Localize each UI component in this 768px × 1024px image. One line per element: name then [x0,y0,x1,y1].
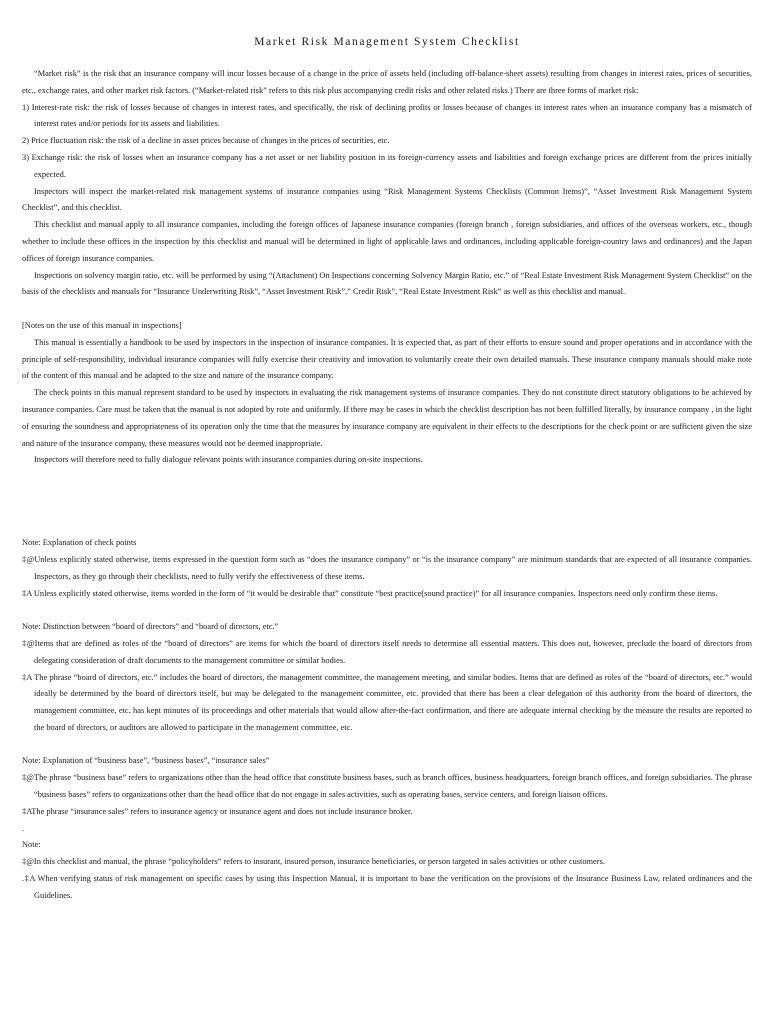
document-title: Market Risk Management System Checklist [254,36,520,48]
stray-dot: . [22,823,25,833]
risk-item-exchange: 3) Exchange risk: the risk of losses when an insurance company has a net asset or net liability position in its foreign-currency assets and liabilities and foreign exchange prices are different from the prices initially expected. [22,152,752,179]
document-page [22,0,752,905]
note-checkpoints-item-1: ‡@Unless explicitly stated otherwise, items expressed in the question form such as “does the insurance company” or “is the insurance company” are minimum standards that are expected of all insurance companies. Inspectors, as they go through their checklists, need to fully verify the effectiveness of these items. [22,554,752,581]
note-board-item-1: ‡@Items that are defined as roles of the “board of directors” are items for which the board of directors itself needs to determine all essential matters. This does not, however, preclude the board of directors from delegating consideration of draft documents to the management committee or similar bodies. [22,638,752,665]
intro-paragraph-2: Inspectors will inspect the market-related risk management systems of insurance companies using “Risk Management Systems Checklists (Common Items)”, “Asset Investment Risk Management System Checklist”, and this checklist. [22,186,752,213]
risk-item-interest-rate: 1) Interest-rate risk: the risk of losses because of changes in interest rates, and specifically, the risk of declining profits or losses because of changes in interest rates when an insurance company has a mismatch of interest rates and/or periods for its assets and liabilities. [22,102,752,129]
note-final-item-2: .‡A When verifying status of risk management on specific cases by using this Inspection Manual, it is important to base the verification on the provisions of the Insurance Business Law, related ordinances and the Guidelines. [22,874,752,900]
note-checkpoints-heading: Note: Explanation of check points [22,538,137,548]
notes-use-paragraph-2: The check points in this manual represent standard to be used by inspectors in evaluating the risk management systems of insurance companies. They do not constitute direct statutory obligations to be achieved by insurance companies. Care must be taken that the manual is not adopted by rote and uniformly. If there may be cases in which the checklist description has not been fulfilled literally, by insurance company , in the light of ensuring the soundness and appropriateness of its operation only the time that the measures by insurance company are equivalent in their effects to the descriptions for the check point or are sufficient given the size and nature of the insurance company, these measures would not be deemed inappropriate. [22,388,752,448]
intro-paragraph-4: Inspections on solvency margin ratio, etc. will be performed by using “(Attachment) On Inspections concerning Solvency Margin Ratio, etc.” of “Real Estate Investment Risk Management System Checklist” on the basis of the checklists and manuals for “Insurance Underwriting Risk”, “Asset Investment Risk”,” Credit Risk”, “Real Estate Investment Risk” as well as this checklist and manual. [22,270,752,297]
note-board-item-2: ‡A The phrase “board of directors, etc.” includes the board of directors, the management committee, the management meeting, and similar bodies. Items that are defined as roles of the “board of directors, etc.” would ideally be determined by the board of directors itself, but may be delegated to the management committee, etc. provided that there has been a clear delegation of this authority from the board of directors, the management committee, etc. has kept minutes of its proceedings and other materials that would allow after-the-fact confirmation, and there are adequate internal checking by the measure the results are reported to the board of directors, or auditors are allowed to participate in the management committee, etc. [22,672,752,732]
spacer [22,301,752,318]
spacer [22,469,752,535]
note-business-item-1: ‡@The phrase “business base” refers to organizations other than the head office that constitute business bases, such as branch offices, business headquarters, foreign branch offices, and foreign subsidiaries. The phrase “business bases” refers to organizations other than the head office that do not engage in sales activities, such as operating bases, service centers, and foreign liaison offices. [22,773,752,800]
notes-use-paragraph-1: This manual is essentially a handbook to be used by inspectors in the inspection of insurance companies. It is expected that, as part of their efforts to ensure sound and proper operations and in accordance with the principle of self-responsibility, individual insurance companies will fully exercise their creativity and innovation to voluntarily create their own detailed manuals. These insurance company manuals should make note of the content of this manual and be adapted to the size and nature of the insurance company. [22,337,752,381]
note-business-item-2: ‡AThe phrase “insurance sales” refers to insurance agency or insurance agent and does not include insurance broker. [22,806,413,816]
spacer [22,602,752,619]
spacer [22,737,752,754]
intro-paragraph-1: “Market risk” is the risk that an insurance company will incur losses because of a change in the price of assets held (including off-balance-sheet assets) resulting from changes in interest rates, prices of securities, etc., exchange rates, and other market risk factors. (“Market-related risk” refers to this risk plus accompanying credit risks and other related risks.) There are three forms of market risk: [22,69,752,95]
note-board-heading: Note: Distinction between “board of directors” and “board of directors, etc.” [22,622,279,632]
note-business-heading: Note: Explanation of “business base”, “business bases”, “insurance sales” [22,756,270,766]
note-checkpoints-item-2: ‡A Unless explicitly stated otherwise, items worded in the form of “it would be desirable that” constitute “best practice(sound practice)” for all insurance companies. Inspectors need only confirm these items. [22,588,718,598]
note-final-item-1: ‡@In this checklist and manual, the phrase “policyholders” refers to insurant, insured person, insurance beneficiaries, or person targeted in sales activities or other customers. [22,857,605,867]
notes-use-paragraph-3: Inspectors will therefore need to fully dialogue relevant points with insurance companies during on-site inspections. [34,455,423,465]
intro-paragraph-3: This checklist and manual apply to all insurance companies, including the foreign offices of Japanese insurance companies (foreign branch , foreign subsidiaries, and offices of the overseas workers, etc., though whether to include these offices in the inspection by this checklist and manual will be determined in light of applicable laws and ordinances, including applicable foreign-country laws and ordinances) and the Japan offices of foreign insurance companies. [22,220,752,263]
risk-item-price-fluctuation: 2) Price fluctuation risk: the risk of a decline in asset prices because of changes in the prices of securities, etc. [22,136,390,146]
notes-use-heading: [Notes on the use of this manual in inspections] [22,320,182,330]
note-final-heading: Note: [22,840,41,850]
